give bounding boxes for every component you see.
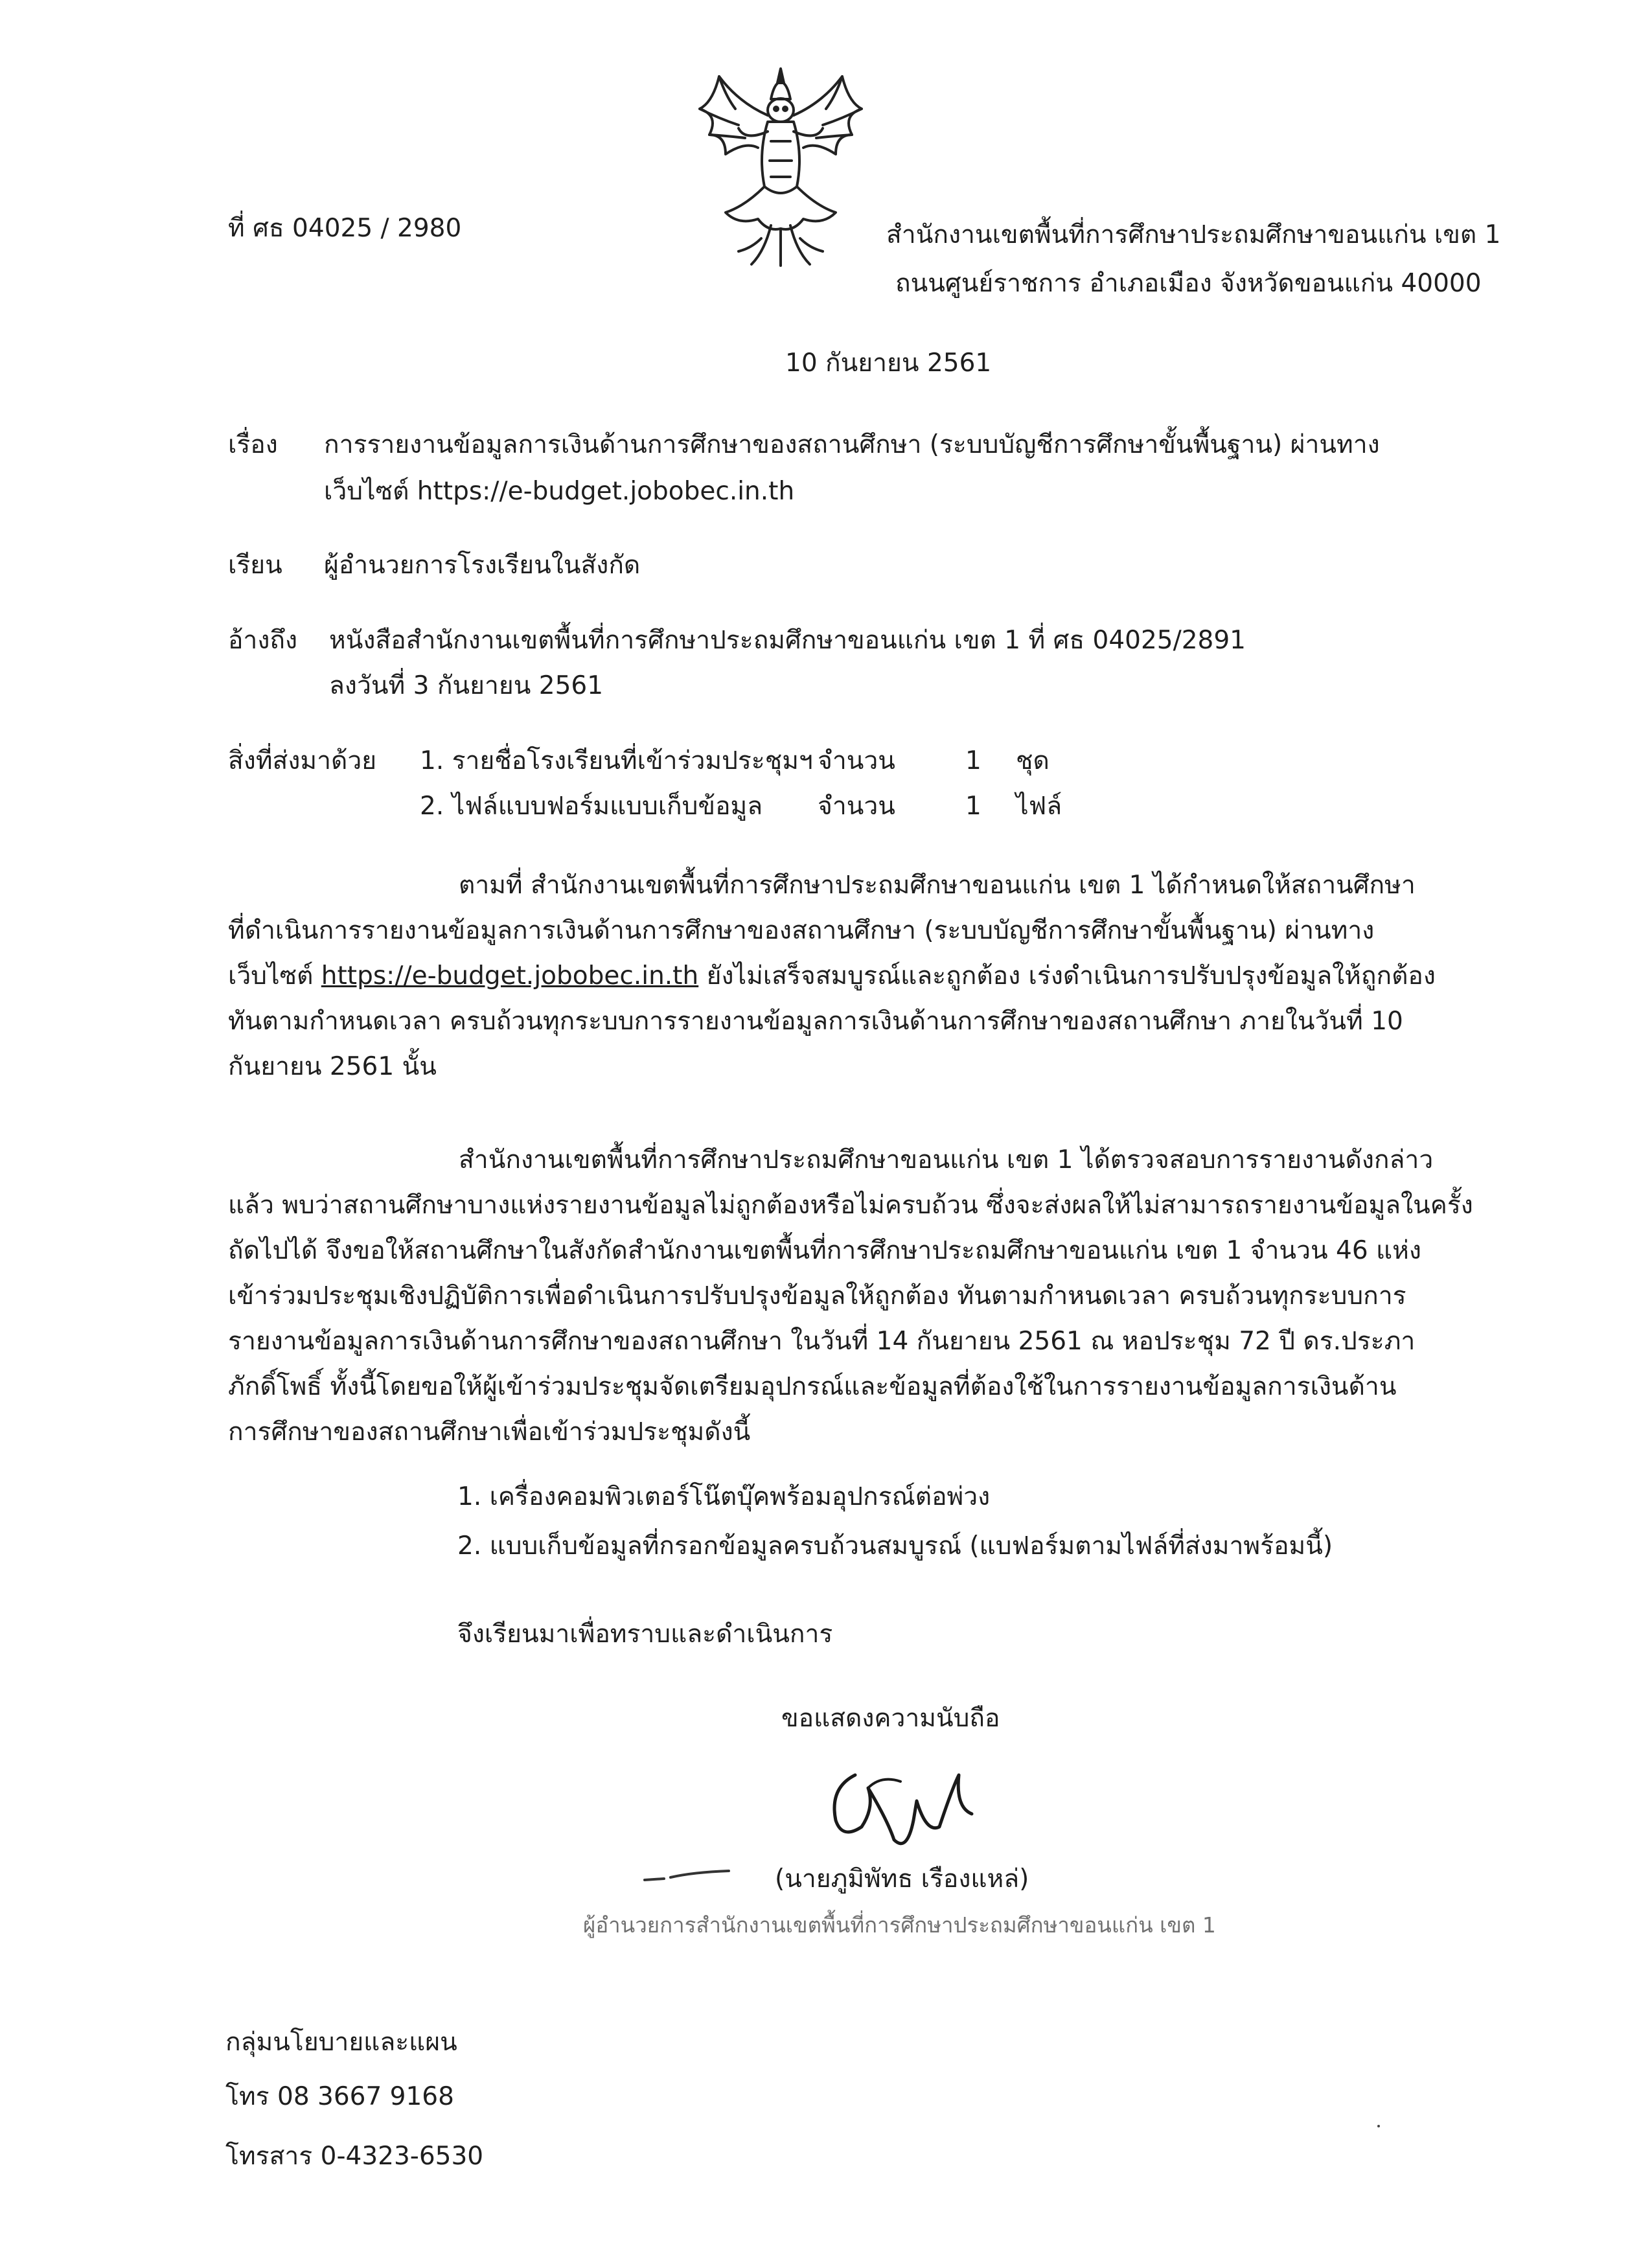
enclosure-item-2: 2. ไฟล์แบบฟอร์มแบบเก็บข้อมูล: [420, 792, 763, 821]
closing-sentence: จึงเรียนมาเพื่อทราบและดำเนินการ: [457, 1620, 833, 1649]
reference-line-2: ลงวันที่ 3 กันยายน 2561: [329, 671, 604, 700]
enclosure-unit-1: ชุด: [1016, 746, 1050, 775]
p1-line-3: [228, 954, 1529, 999]
footer-phone: โทร 08 3667 9168: [225, 2082, 454, 2111]
enclosure-unit-2: ไฟล์: [1016, 792, 1062, 821]
p2-line-1: สำนักงานเขตพื้นที่การศึกษาประถมศึกษาขอนแก่น เขต 1 ได้ตรวจสอบการรายงานดังกล่าว: [459, 1145, 1434, 1174]
p2-line-7: การศึกษาของสถานศึกษาเพื่อเข้าร่วมประชุมดังนี้: [228, 1417, 751, 1447]
subject-label: เรื่อง: [228, 430, 278, 459]
signer-position: ผู้อำนวยการสำนักงานเขตพื้นที่การศึกษาประถมศึกษาขอนแก่น เขต 1: [583, 1912, 1216, 1938]
p2-line-4: เข้าร่วมประชุมเชิงปฏิบัติการเพื่อดำเนินการปรับปรุงข้อมูลให้ถูกต้อง ทันตามกำหนดเวลา ครบถ้วนทุกระบบการ: [228, 1281, 1406, 1311]
to-label: เรียน: [228, 551, 282, 580]
reference-line-1: หนังสือสำนักงานเขตพื้นที่การศึกษาประถมศึกษาขอนแก่น เขต 1 ที่ ศธ 04025/2891: [329, 626, 1246, 655]
p2-line-3: ถัดไปได้ จึงขอให้สถานศึกษาในสังกัดสำนักงานเขตพื้นที่การศึกษาประถมศึกษาขอนแก่น เขต 1 จำนวน 46 แห่ง: [228, 1236, 1421, 1265]
regards-text: ขอแสดงความนับถือ: [781, 1704, 1000, 1733]
p2-line-6: ภักดิ์โพธิ์ ทั้งนี้โดยขอให้ผู้เข้าร่วมประชุมจัดเตรียมอุปกรณ์และข้อมูลที่ต้องใช้ในการรายงานข้อมูลการเงินด้าน: [228, 1372, 1397, 1401]
body-paragraph-2: [228, 1138, 1529, 1455]
p1-line-2: ที่ดำเนินการรายงานข้อมูลการเงินด้านการศึกษาของสถานศึกษา (ระบบบัญชีการศึกษาขั้นพื้นฐาน) ผ่านทาง: [228, 916, 1375, 945]
enclosure-qty-label-2: จำนวน: [818, 792, 895, 821]
p2-line-2: แล้ว พบว่าสถานศึกษาบางแห่งรายงานข้อมูลไม่ถูกต้องหรือไม่ครบถ้วน ซึ่งจะส่งผลให้ไม่สามารถรายงานข้อมูลในครั้ง: [228, 1191, 1473, 1220]
list-item-1: 1. เครื่องคอมพิวเตอร์โน๊ตบุ๊คพร้อมอุปกรณ์ต่อพ่วง: [457, 1482, 991, 1511]
enclosures-label: สิ่งที่ส่งมาด้วย: [228, 746, 377, 775]
reference-number: ที่ ศธ 04025 / 2980: [228, 214, 462, 243]
footer-fax: โทรสาร 0-4323-6530: [225, 2142, 484, 2171]
scan-speck: [1377, 2125, 1380, 2127]
office-address: ถนนศูนย์ราชการ อำเภอเมือง จังหวัดขอนแก่น 40000: [895, 269, 1482, 298]
enclosure-qty-2: 1: [965, 792, 981, 821]
p1-line-3-suffix: ยังไม่เสร็จสมบูรณ์และถูกต้อง เร่งดำเนินการปรับปรุงข้อมูลให้ถูกต้อง: [698, 961, 1436, 991]
enclosure-item-1: 1. รายชื่อโรงเรียนที่เข้าร่วมประชุมฯ: [420, 746, 813, 775]
document-date: 10 กันยายน 2561: [785, 349, 992, 378]
enclosure-qty-label-1: จำนวน: [818, 746, 895, 775]
subject-line-2: เว็บไซต์ https://e-budget.jobobec.in.th: [324, 477, 795, 506]
enclosure-qty-1: 1: [965, 746, 981, 775]
office-name: สำนักงานเขตพื้นที่การศึกษาประถมศึกษาขอนแก่น เขต 1: [886, 220, 1501, 249]
body-paragraph-1: [228, 863, 1529, 1090]
handwritten-signature: [816, 1749, 985, 1853]
p1-line-4: ทันตามกำหนดเวลา ครบถ้วนทุกระบบการรายงานข้อมูลการเงินด้านการศึกษาของสถานศึกษา ภายในวันที่ 10: [228, 1007, 1403, 1036]
list-item-2: 2. แบบเก็บข้อมูลที่กรอกข้อมูลครบถ้วนสมบูรณ์ (แบฟอร์มตามไฟล์ที่ส่งมาพร้อมนี้): [457, 1531, 1333, 1561]
e-budget-link[interactable]: https://e-budget.jobobec.in.th: [321, 961, 699, 991]
signer-name: (นายภูมิพัทธ เรืองแหล่): [775, 1864, 1029, 1894]
p1-line-1: ตามที่ สำนักงานเขตพื้นที่การศึกษาประถมศึกษาขอนแก่น เขต 1 ได้กำหนดให้สถานศึกษา: [459, 871, 1416, 900]
p1-line-5: กันยายน 2561 นั้น: [228, 1052, 437, 1081]
to-recipient: ผู้อำนวยการโรงเรียนในสังกัด: [324, 551, 641, 580]
p1-line-3-prefix: เว็บไซต์: [228, 961, 321, 991]
signature-line: [641, 1866, 732, 1885]
footer-department: กลุ่มนโยบายและแผน: [225, 2028, 457, 2057]
reference-label: อ้างถึง: [228, 626, 298, 655]
subject-line-1: การรายงานข้อมูลการเงินด้านการศึกษาของสถานศึกษา (ระบบบัญชีการศึกษาขั้นพื้นฐาน) ผ่านทาง: [324, 430, 1380, 459]
p2-line-5: รายงานข้อมูลการเงินด้านการศึกษาของสถานศึกษา ในวันที่ 14 กันยายน 2561 ณ หอประชุม 72 ปี ดร.ประภา: [228, 1327, 1416, 1356]
garuda-emblem-icon: [674, 63, 888, 271]
